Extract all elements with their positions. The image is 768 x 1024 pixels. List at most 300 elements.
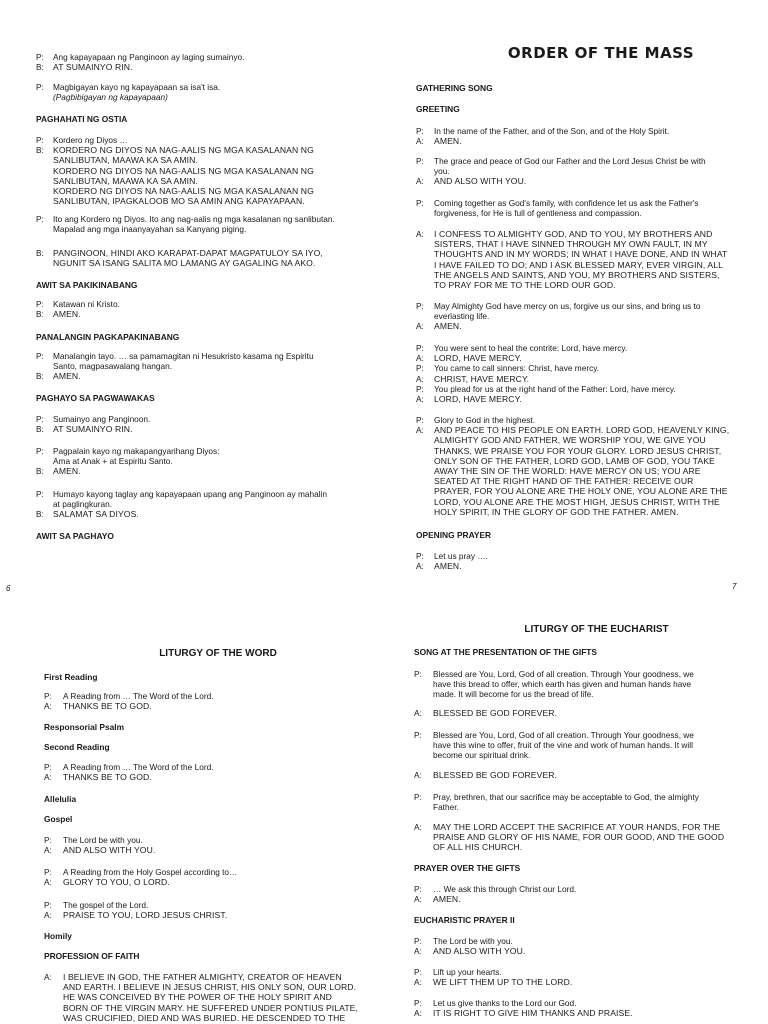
line-text: PANGINOON, HINDI AKO KARAPAT-DAPAT MAGPATULOY SA IYO, (53, 248, 323, 258)
dialogue-line (36, 155, 381, 165)
line-text: AND ALSO WITH YOU. (63, 845, 156, 856)
page-title: ORDER OF THE MASS (507, 44, 695, 62)
dialogue-line (414, 946, 759, 956)
line-text: KORDERO NG DIYOS NA NAG-AALIS NG MGA KASALANAN NG (53, 186, 314, 197)
section-heading: OPENING PRAYER (416, 530, 492, 540)
speaker-label: P: (416, 415, 424, 425)
speaker-label: P: (416, 363, 424, 374)
speaker-label (414, 842, 433, 852)
speaker-label: A: (416, 353, 424, 364)
line-text: THE ANGELS AND SAINTS, AND YOU, MY BROTHERS AND SISTERS, (434, 269, 720, 280)
speaker-label: P: (44, 762, 52, 772)
page-number: 6 (6, 584, 11, 593)
section-heading: AWIT SA PAKIKINABANG (36, 280, 138, 290)
line-text: everlasting life. (434, 311, 490, 322)
speaker-label: P: (416, 343, 424, 353)
speaker-label: A: (44, 877, 52, 888)
line-text: Sumainyo ang Panginoon. (53, 414, 151, 424)
speaker-label (416, 280, 434, 290)
section-heading: First Reading (44, 672, 98, 682)
line-text: HE WAS CONCEIVED BY THE POWER OF THE HOLY SPIRIT AND (63, 992, 332, 1003)
speaker-label (36, 166, 53, 176)
dialogue-block (36, 135, 381, 206)
speaker-label: P: (416, 301, 424, 311)
speaker-label (36, 224, 53, 234)
speaker-label: P: (414, 669, 422, 679)
line-text: Santo, magpasawalang hangan. (53, 361, 173, 372)
dialogue-line (416, 456, 756, 466)
dialogue-line (36, 224, 381, 234)
speaker-label: B: (36, 309, 44, 320)
line-text: THANKS, WE PRAISE YOU FOR YOUR GLORY. LORD JESUS CHRIST, (434, 445, 722, 456)
dialogue-line (414, 1008, 759, 1018)
speaker-label: A: (414, 946, 422, 957)
dialogue-line (36, 466, 381, 476)
line-text: SISTERS, THAT I HAVE SINNED THROUGH MY OWN FAULT, IN MY (434, 239, 708, 250)
line-text: In the name of the Father, and of the Son, and of the Holy Spirit. (434, 126, 670, 136)
section-heading: PANALANGIN PAGKAPAKINABANG (36, 332, 180, 342)
line-text: Mapalad ang mga inaanyayahan sa Kanyang piging. (53, 224, 247, 235)
dialogue-line (416, 446, 756, 456)
dialogue-line (414, 832, 759, 842)
dialogue-line (416, 343, 756, 353)
speaker-label: P: (44, 900, 52, 910)
speaker-label (416, 260, 434, 270)
speaker-label (416, 249, 434, 259)
dialogue-line (416, 229, 756, 239)
speaker-label (36, 196, 53, 206)
speaker-label (416, 507, 434, 517)
dialogue-line (416, 311, 756, 321)
speaker-label: A: (44, 910, 52, 921)
speaker-label: P: (414, 730, 422, 740)
speaker-label (36, 155, 53, 165)
line-text: AND ALSO WITH YOU. (433, 946, 526, 957)
line-text: AMEN. (53, 309, 81, 320)
line-text: Manalangin tayo. … sa pamamagitan ni Hesukristo kasama ng Espiritu (53, 351, 314, 361)
speaker-label: A: (416, 561, 424, 572)
dialogue-block (44, 835, 374, 855)
dialogue-line (416, 363, 756, 373)
speaker-label: A: (44, 845, 52, 856)
dialogue-block (414, 998, 759, 1018)
dialogue-line (44, 982, 374, 992)
line-text: SANLIBUTAN, IPAGKALOOB MO SA AMIN ANG KAPAYAPAAN. (53, 196, 305, 207)
dialogue-line (44, 1013, 374, 1023)
dialogue-block (414, 770, 759, 780)
speaker-label (414, 689, 433, 699)
dialogue-block (416, 126, 756, 146)
section-heading: Homily (44, 931, 72, 941)
speaker-label (416, 497, 434, 507)
line-text: THOUGHTS AND IN MY WORDS; IN WHAT I HAVE DONE, AND IN WHAT (434, 249, 728, 260)
speaker-label: P: (36, 446, 44, 456)
speaker-label: P: (36, 82, 44, 92)
line-text: Kordero ng Diyos … (53, 135, 128, 145)
dialogue-line (36, 196, 381, 206)
dialogue-line (416, 507, 756, 517)
section-heading: PRAYER OVER THE GIFTS (414, 863, 521, 873)
line-text: forgiveness, for He is full of gentleness and compassion. (434, 208, 642, 219)
page-number: 7 (732, 582, 737, 591)
dialogue-line (414, 689, 759, 699)
line-text: GLORY TO YOU, O LORD. (63, 877, 170, 888)
line-text: OF ALL HIS CHURCH. (433, 842, 523, 853)
dialogue-line (414, 792, 759, 802)
dialogue-line (416, 126, 756, 136)
line-text: SALAMAT SA DIYOS. (53, 509, 139, 520)
dialogue-line (414, 708, 759, 718)
dialogue-block (414, 967, 759, 987)
speaker-label: P: (416, 198, 424, 208)
dialogue-line (414, 750, 759, 760)
line-text: KORDERO NG DIYOS NA NAG-AALIS NG MGA KASALANAN NG (53, 145, 314, 156)
line-text: The Lord be with you. (63, 835, 143, 845)
rubric-text: (Pagbibigayan ng kapayapaan) (53, 92, 168, 103)
line-text: IT IS RIGHT TO GIVE HIM THANKS AND PRAISE. (433, 1008, 633, 1019)
dialogue-line (416, 384, 756, 394)
speaker-label (414, 740, 433, 750)
section-heading: EUCHARISTIC PRAYER II (414, 915, 515, 925)
line-text: I BELIEVE IN GOD, THE FATHER ALMIGHTY, CREATOR OF HEAVEN (63, 972, 342, 982)
dialogue-line (416, 166, 756, 176)
line-text: AMEN. (53, 466, 81, 477)
dialogue-line (414, 977, 759, 987)
speaker-label: A: (416, 425, 424, 436)
speaker-label: P: (414, 884, 422, 894)
line-text: Lift up your hearts. (433, 967, 502, 977)
dialogue-block (414, 884, 759, 904)
speaker-label (416, 476, 434, 486)
dialogue-block (36, 299, 381, 319)
dialogue-block (414, 730, 759, 761)
dialogue-line (414, 802, 759, 812)
dialogue-line (36, 446, 381, 456)
speaker-label: B: (36, 424, 44, 435)
dialogue-line (36, 176, 381, 186)
dialogue-block (414, 669, 759, 700)
speaker-label: P: (416, 156, 424, 166)
line-text: TO PRAY FOR ME TO THE LORD OUR GOD. (434, 280, 616, 291)
dialogue-line (36, 166, 381, 176)
speaker-label: A: (414, 770, 422, 780)
speaker-label: P: (44, 691, 52, 701)
speaker-label (36, 456, 53, 466)
speaker-label: A: (416, 373, 424, 384)
line-text: ONLY SON OF THE FATHER, LORD GOD, LAMB OF GOD, YOU TAKE (434, 455, 715, 466)
speaker-label (44, 982, 63, 992)
speaker-label: A: (414, 822, 422, 832)
line-text: Ama at Anak + at Espiritu Santo. (53, 456, 173, 467)
speaker-label (416, 456, 434, 466)
speaker-label: P: (36, 351, 44, 361)
dialogue-line (36, 82, 381, 92)
speaker-label: A: (414, 1008, 422, 1019)
speaker-label: P: (44, 867, 52, 877)
dialogue-block (36, 489, 381, 520)
speaker-label (416, 208, 434, 218)
dialogue-line (44, 1003, 374, 1013)
dialogue-line (416, 561, 756, 571)
line-text: THANKS BE TO GOD. (63, 772, 152, 783)
dialogue-line (416, 260, 756, 270)
dialogue-line (416, 280, 756, 290)
dialogue-line (416, 270, 756, 280)
speaker-label: B: (36, 466, 44, 477)
speaker-label (414, 750, 433, 760)
line-text: AMEN. (434, 561, 462, 572)
dialogue-block (36, 414, 381, 434)
line-text: The gospel of the Lord. (63, 900, 149, 910)
line-text: Ito ang Kordero ng Diyos. Ito ang nag-aalis ng mga kasalanan ng sanlibutan. (53, 214, 335, 224)
speaker-label (414, 832, 433, 842)
line-text: AMEN. (434, 136, 462, 147)
speaker-label (416, 466, 434, 476)
speaker-label: P: (414, 792, 422, 802)
speaker-label: P: (36, 299, 44, 309)
line-text: HOLY SPIRIT, IN THE GLORY OF GOD THE FATHER. AMEN. (434, 506, 679, 517)
speaker-label: A: (416, 394, 424, 405)
speaker-label: P: (416, 126, 424, 136)
dialogue-line (36, 371, 381, 381)
section-heading: SONG AT THE PRESENTATION OF THE GIFTS (414, 647, 598, 657)
page-6 (6, 0, 381, 600)
dialogue-line (36, 309, 381, 319)
section-heading: PAGHAHATI NG OSTIA (36, 114, 128, 124)
section-heading: PAGHAYO SA PAGWAWAKAS (36, 393, 155, 403)
dialogue-block (36, 52, 381, 72)
line-text: Blessed are You, Lord, God of all creation. Through Your goodness, we (433, 669, 694, 679)
dialogue-block (36, 214, 381, 234)
page-9 (414, 610, 759, 1024)
line-text: SANLIBUTAN, MAAWA KA SA AMIN. (53, 175, 198, 186)
dialogue-block (416, 301, 756, 332)
dialogue-block (416, 415, 756, 517)
line-text: WAS CRUCIFIED, DIED AND WAS BURIED. HE DESCENDED TO THE (63, 1012, 346, 1023)
line-text: Blessed are You, Lord, God of all creation. Through Your goodness, we (433, 730, 694, 740)
page-8 (44, 610, 374, 1024)
speaker-label: B: (36, 62, 44, 73)
speaker-label: A: (416, 176, 424, 187)
dialogue-line (414, 669, 759, 679)
section-heading: GATHERING SONG (416, 83, 493, 93)
page-7 (416, 0, 756, 600)
speaker-label (416, 446, 434, 456)
section-heading: Second Reading (44, 742, 110, 752)
speaker-label (416, 270, 434, 280)
dialogue-line (36, 456, 381, 466)
dialogue-line (414, 884, 759, 894)
dialogue-line (416, 466, 756, 476)
speaker-label (414, 679, 433, 689)
line-text: The grace and peace of God our Father and the Lord Jesus Christ be with (434, 156, 706, 166)
section-heading: Allelulia (44, 794, 77, 804)
line-text: LORD, HAVE MERCY. (434, 394, 522, 405)
line-text: AMEN. (434, 321, 462, 332)
line-text: Father. (433, 802, 459, 813)
dialogue-line (414, 730, 759, 740)
speaker-label: P: (416, 383, 424, 394)
line-text: The Lord be with you. (433, 936, 513, 946)
dialogue-line (416, 394, 756, 404)
line-text: at paglingkuran. (53, 499, 113, 510)
line-text: WE LIFT THEM UP TO THE LORD. (433, 977, 573, 988)
dialogue-line (416, 486, 756, 496)
line-text: May Almighty God have mercy on us, forgive us our sins, and bring us to (434, 301, 701, 311)
dialogue-line (44, 772, 374, 782)
speaker-label: P: (36, 489, 44, 499)
line-text: I HAVE FAILED TO DO; AND I ASK BLESSED MARY, EVER VIRGIN, ALL (434, 259, 724, 270)
dialogue-line (414, 822, 759, 832)
dialogue-line (416, 415, 756, 425)
line-text: AWAY THE SIN OF THE WORLD: HAVE MERCY ON US; YOU ARE (434, 466, 701, 477)
dialogue-line (416, 136, 756, 146)
speaker-label: A: (44, 772, 52, 783)
dialogue-block (44, 900, 374, 920)
dialogue-line (36, 499, 381, 509)
section-heading: GREETING (416, 104, 460, 114)
speaker-label: A: (416, 229, 424, 239)
dialogue-line (44, 910, 374, 920)
page-title: LITURGY OF THE WORD (159, 648, 277, 659)
dialogue-line (414, 679, 759, 689)
dialogue-line (414, 894, 759, 904)
dialogue-line (44, 845, 374, 855)
dialogue-line (416, 435, 756, 445)
speaker-label (416, 239, 434, 249)
speaker-label: P: (414, 967, 422, 977)
speaker-label: P: (36, 214, 44, 224)
speaker-label: A: (44, 701, 52, 712)
speaker-label (36, 499, 53, 509)
section-heading: Gospel (44, 814, 73, 824)
dialogue-block (414, 792, 759, 812)
line-text: Let us pray …. (434, 551, 488, 561)
dialogue-block (414, 822, 759, 853)
speaker-label: P: (36, 135, 44, 145)
speaker-label (416, 311, 434, 321)
dialogue-line (44, 835, 374, 845)
line-text: You were sent to heal the contrite: Lord, have mercy. (434, 343, 628, 353)
dialogue-line (414, 998, 759, 1008)
dialogue-line (36, 52, 381, 62)
line-text: Magbigayan kayo ng kapayapaan sa isa't isa. (53, 82, 221, 92)
speaker-label (36, 176, 53, 186)
dialogue-line (44, 701, 374, 711)
line-text: BLESSED BE GOD FOREVER. (433, 770, 558, 780)
dialogue-line (36, 135, 381, 145)
line-text: PRAISE AND GLORY OF HIS NAME, FOR OUR GOOD, AND THE GOOD (433, 832, 725, 843)
dialogue-block (36, 446, 381, 477)
speaker-label: P: (36, 414, 44, 424)
dialogue-block (44, 691, 374, 711)
line-text: PRAISE TO YOU, LORD JESUS CHRIST. (63, 910, 228, 921)
dialogue-line (36, 351, 381, 361)
speaker-label (36, 92, 53, 102)
speaker-label (36, 361, 53, 371)
dialogue-block (36, 82, 381, 102)
line-text: AND ALSO WITH YOU. (434, 176, 527, 187)
line-text: AT SUMAINYO RIN. (53, 424, 133, 435)
line-text: Pray, brethren, that our sacrifice may be acceptable to God, the almighty (433, 792, 699, 802)
speaker-label (416, 435, 434, 445)
dialogue-line (36, 509, 381, 519)
dialogue-block (416, 229, 756, 290)
dialogue-line (416, 301, 756, 311)
line-text: THANKS BE TO GOD. (63, 701, 152, 712)
dialogue-line (36, 361, 381, 371)
speaker-label: B: (36, 145, 44, 156)
dialogue-line (36, 489, 381, 499)
dialogue-line (414, 770, 759, 780)
dialogue-line (416, 425, 756, 435)
dialogue-line (416, 353, 756, 363)
line-text: AMEN. (53, 371, 81, 382)
dialogue-line (36, 248, 381, 258)
speaker-label (414, 802, 433, 812)
dialogue-line (44, 867, 374, 877)
speaker-label: P: (414, 998, 422, 1008)
dialogue-line (416, 321, 756, 331)
speaker-label: P: (414, 936, 422, 946)
dialogue-block (416, 156, 756, 187)
speaker-label: B: (36, 509, 44, 520)
speaker-label: B: (36, 371, 44, 382)
dialogue-line (416, 551, 756, 561)
line-text: I CONFESS TO ALMIGHTY GOD, AND TO YOU, MY BROTHERS AND (434, 229, 713, 239)
line-text: BLESSED BE GOD FOREVER. (433, 708, 558, 718)
dialogue-block (36, 351, 381, 382)
speaker-label: P: (44, 835, 52, 845)
dialogue-line (36, 299, 381, 309)
dialogue-line (36, 214, 381, 224)
line-text: BORN OF THE VIRGIN MARY. HE SUFFERED UNDER PONTIUS PILATE, (63, 1002, 359, 1013)
dialogue-line (414, 842, 759, 852)
dialogue-line (416, 176, 756, 186)
speaker-label: B: (36, 248, 44, 258)
line-text: KORDERO NG DIYOS NA NAG-AALIS NG MGA KASALANAN NG (53, 165, 314, 176)
speaker-label: P: (416, 551, 424, 561)
line-text: AT SUMAINYO RIN. (53, 62, 133, 73)
dialogue-block (414, 936, 759, 956)
dialogue-block (414, 708, 759, 718)
line-text: AMEN. (433, 894, 461, 905)
dialogue-line (44, 762, 374, 772)
line-text: LORD, HAVE MERCY. (434, 353, 522, 364)
dialogue-block (416, 551, 756, 571)
section-heading: AWIT SA PAGHAYO (36, 531, 114, 541)
dialogue-block (44, 867, 374, 887)
speaker-label: A: (414, 708, 422, 718)
dialogue-line (44, 691, 374, 701)
speaker-label (44, 1013, 63, 1023)
speaker-label (44, 992, 63, 1002)
line-text: have this bread to offer, which earth has given and human hands have (433, 679, 692, 690)
dialogue-block (44, 762, 374, 782)
dialogue-block (416, 198, 756, 218)
line-text: SANLIBUTAN, MAAWA KA SA AMIN. (53, 155, 198, 166)
dialogue-line (36, 424, 381, 434)
dialogue-line (414, 967, 759, 977)
line-text: You plead for us at the right hand of the Father: Lord, have mercy. (434, 383, 676, 394)
dialogue-block (416, 343, 756, 404)
speaker-label (36, 186, 53, 196)
speaker-label: A: (44, 972, 52, 982)
line-text: Let us give thanks to the Lord our God. (433, 998, 577, 1008)
dialogue-line (416, 497, 756, 507)
line-text: ALMIGHTY GOD AND FATHER, WE WORSHIP YOU, WE GIVE YOU (434, 435, 706, 446)
line-text: A Reading from … The Word of the Lord. (63, 691, 214, 701)
